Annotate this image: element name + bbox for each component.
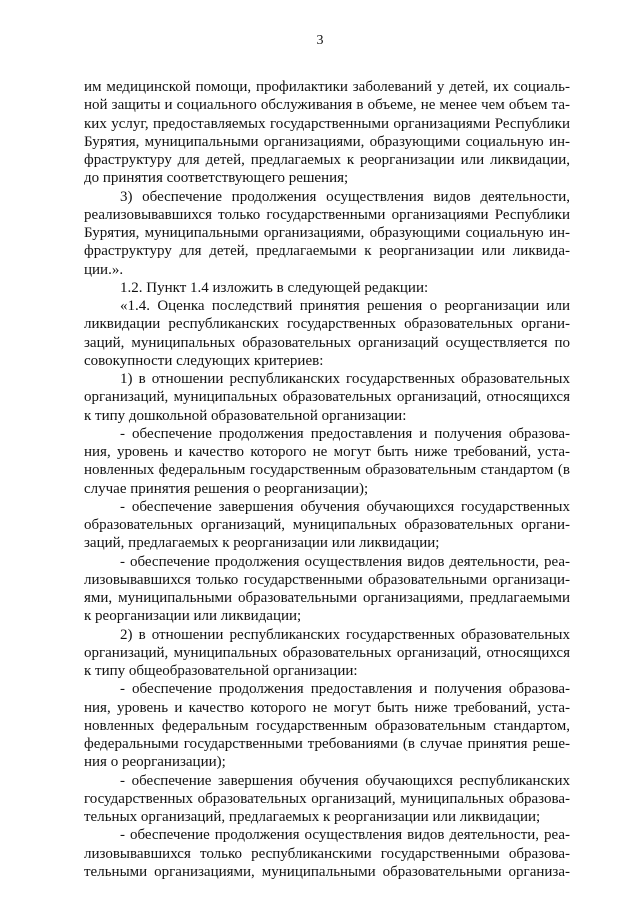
text-line: лизовывавшихся только государственными образовательными организаци-: [84, 571, 570, 588]
text-line: 1) в отношении республиканских государственных образовательных: [120, 371, 570, 387]
text-line: федеральными государственными требованиями (в случае принятия реше-: [84, 736, 570, 752]
text-line: ния о реорганизации);: [84, 754, 226, 771]
text-line: до принятия соответствующего решения;: [84, 170, 349, 187]
text-line: Бурятия, муниципальными организациями, образующими социальную ин-: [84, 225, 570, 241]
text-line: совокупности следующих критериев:: [84, 352, 324, 369]
text-line: ния, уровень и качество которого не могут быть ниже требований, уста-: [84, 444, 570, 460]
text-line: - обеспечение завершения обучения обучающихся республиканских: [120, 772, 570, 789]
text-line: ции.».: [84, 261, 124, 278]
document-body: [84, 78, 570, 881]
text-line: фраструктуру для детей, предлагаемых к реорганизации или ликвидации,: [84, 152, 570, 168]
text-line: им медицинской помощи, профилактики заболеваний у детей, их социаль-: [84, 79, 570, 95]
text-line: к типу дошкольной образовательной организации:: [84, 407, 407, 424]
text-line: - обеспечение продолжения предоставления и получения образова-: [120, 681, 570, 698]
text-line: реализовывавшихся только государственными организациями Республики: [84, 206, 570, 223]
text-line: организаций, муниципальных образовательных организаций, относящихся: [84, 644, 570, 661]
text-line: случае принятия решения о реорганизации);: [84, 480, 369, 497]
text-line: тельными организациями, муниципальными образовательными организа-: [84, 863, 570, 880]
text-line: заций, предлагаемых к реорганизации или ликвидации;: [84, 535, 440, 552]
text-line: «1.4. Оценка последствий принятия решения о реорганизации или: [120, 298, 570, 314]
text-line: ликвидации республиканских государственных образовательных органи-: [84, 316, 570, 333]
text-line: 1.2. Пункт 1.4 изложить в следующей редакции:: [120, 279, 429, 296]
text-line: - обеспечение продолжения осуществления видов деятельности, реа-: [120, 553, 570, 570]
text-line: 2) в отношении республиканских государственных образовательных: [120, 626, 570, 643]
text-line: новленных федеральным государственным образовательным стандартом,: [84, 717, 570, 734]
text-line: - обеспечение продолжения осуществления видов деятельности, реа-: [120, 827, 570, 844]
text-line: заций, муниципальных образовательных организаций осуществляется по: [84, 334, 570, 351]
text-line: к типу общеобразовательной организации:: [84, 663, 358, 679]
text-line: государственных образовательных организаций, муниципальных образова-: [84, 790, 570, 807]
text-line: новленных федеральным государственным образовательным стандартом (в: [84, 462, 570, 479]
text-line: 3) обеспечение продолжения осуществления видов деятельности,: [120, 188, 570, 205]
text-line: к реорганизации или ликвидации;: [84, 608, 302, 625]
text-line: ких услуг, предоставляемых государственными организациями Республики: [84, 115, 570, 132]
text-line: образовательных организаций, муниципальных образовательных органи-: [84, 517, 570, 533]
text-line: фраструктуру для детей, предлагаемыми к реорганизации или ликвида-: [84, 243, 570, 260]
page-number: 3: [316, 33, 324, 48]
text-line: ния, уровень и качество которого не могут быть ниже требований, уста-: [84, 699, 570, 716]
text-line: - обеспечение продолжения предоставления и получения образова-: [120, 425, 570, 442]
text-line: тельных организаций, предлагаемых к реорганизации или ликвидации;: [84, 809, 541, 825]
text-line: - обеспечение завершения обучения обучающихся государственных: [120, 498, 570, 515]
text-line: организаций, муниципальных образовательных организаций, относящихся: [84, 389, 570, 406]
text-line: Бурятия, муниципальными организациями, образующими социальную ин-: [84, 133, 570, 150]
text-line: лизовывавшихся только республиканскими государственными образова-: [84, 845, 570, 862]
text-line: ной защиты и социального обслуживания в объеме, не менее чем объем та-: [84, 97, 570, 114]
text-line: ями, муниципальными образовательными организациями, предлагаемыми: [84, 590, 570, 606]
